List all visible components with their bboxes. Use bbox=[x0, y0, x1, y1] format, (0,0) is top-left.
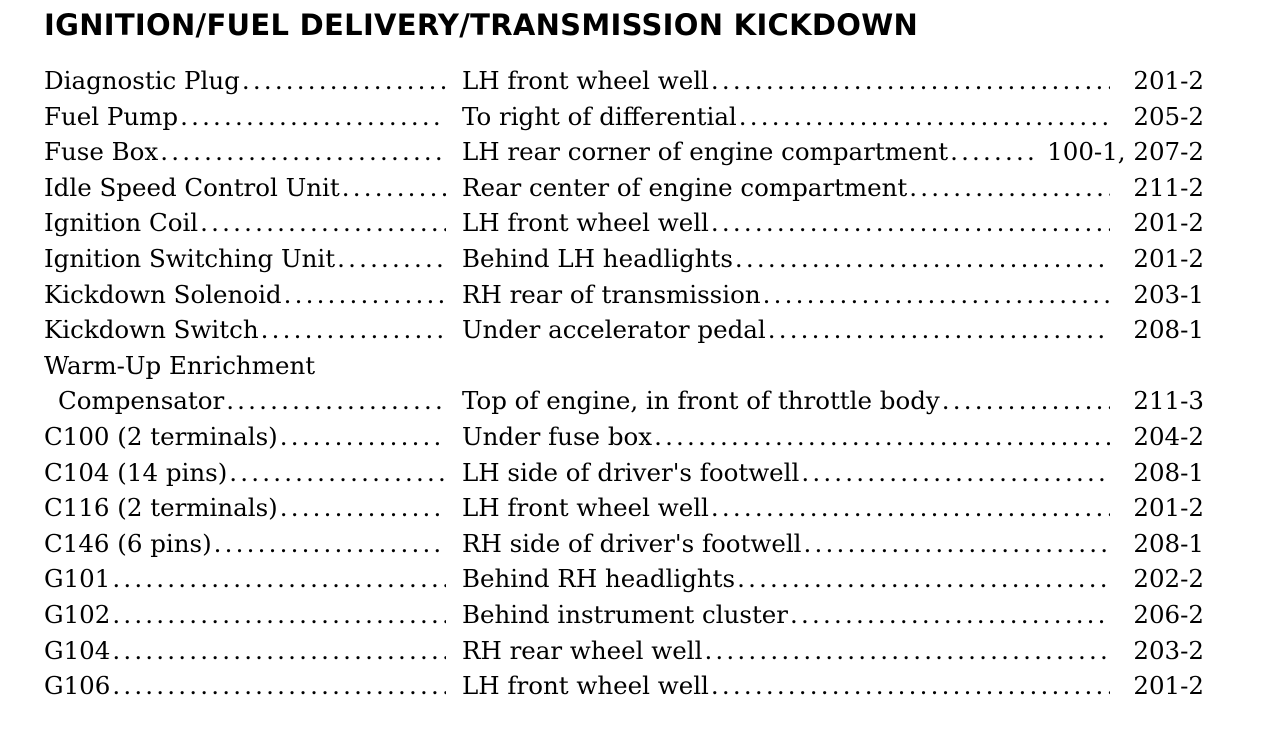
list-item bbox=[0, 490, 1280, 525]
component-name: Fuse Box bbox=[44, 137, 159, 167]
page-reference: 203-2 bbox=[1133, 635, 1204, 665]
page-reference: 201-2 bbox=[1133, 244, 1204, 273]
component-name: Ignition Switching Unit bbox=[44, 244, 336, 273]
component-cell bbox=[44, 99, 446, 134]
dot-leader bbox=[158, 134, 446, 169]
list-item bbox=[0, 455, 1280, 490]
location-text: LH rear corner of engine compartment bbox=[462, 137, 949, 167]
component-cell bbox=[44, 205, 446, 240]
list-item bbox=[0, 277, 1280, 312]
component-name: C146 (6 pins) bbox=[44, 528, 212, 558]
location-text: Under accelerator pedal bbox=[462, 315, 766, 345]
component-name: Kickdown Solenoid bbox=[44, 279, 282, 309]
location-text: Top of engine, in front of throttle body bbox=[462, 386, 940, 416]
component-name: C104 (14 pins) bbox=[44, 457, 228, 487]
dot-leader bbox=[340, 170, 446, 205]
page-title: IGNITION/FUEL DELIVERY/TRANSMISSION KICKDOWN bbox=[44, 8, 919, 42]
location-text: RH rear of transmission bbox=[462, 279, 761, 309]
list-item bbox=[0, 633, 1280, 668]
location-text: Rear center of engine compartment bbox=[462, 172, 908, 202]
list-item bbox=[0, 205, 1280, 240]
list-item bbox=[0, 668, 1280, 703]
component-name: Fuel Pump bbox=[44, 101, 179, 131]
component-cell bbox=[44, 63, 446, 98]
dot-leader bbox=[278, 490, 446, 525]
list-item bbox=[0, 561, 1280, 596]
dot-leader bbox=[224, 383, 446, 418]
component-cell bbox=[44, 277, 446, 312]
component-cell bbox=[44, 134, 446, 169]
component-cell bbox=[44, 241, 446, 276]
component-cell bbox=[44, 633, 446, 668]
list-item bbox=[0, 383, 1280, 418]
dot-leader bbox=[110, 668, 446, 703]
location-text: Under fuse box bbox=[462, 422, 653, 451]
list-item bbox=[0, 526, 1280, 561]
location-text: LH side of driver's footwell bbox=[462, 457, 800, 487]
component-cell bbox=[44, 455, 446, 490]
page-reference: 208-1 bbox=[1133, 315, 1204, 345]
page-reference: 201-2 bbox=[1133, 208, 1204, 238]
component-cell bbox=[44, 526, 446, 561]
component-name: Kickdown Switch bbox=[44, 315, 259, 345]
component-name: G106 bbox=[44, 671, 111, 701]
location-text: RH rear wheel well bbox=[462, 635, 703, 665]
location-text: LH front wheel well bbox=[462, 493, 709, 523]
page-reference: 100-1, 207-2 bbox=[1047, 137, 1204, 167]
component-name: Warm-Up Enrichment bbox=[44, 350, 316, 380]
component-cell bbox=[44, 312, 446, 347]
component-name: G101 bbox=[44, 564, 111, 594]
page-reference: 208-1 bbox=[1133, 457, 1204, 487]
dot-leader bbox=[278, 419, 446, 454]
dot-leader bbox=[178, 99, 446, 134]
component-name: Diagnostic Plug bbox=[44, 66, 240, 95]
page-reference: 203-1 bbox=[1133, 279, 1204, 309]
list-item bbox=[0, 348, 1280, 383]
location-text: Behind RH headlights bbox=[462, 564, 736, 594]
list-item bbox=[0, 170, 1280, 205]
dot-leader bbox=[240, 63, 446, 98]
page-reference: 204-2 bbox=[1133, 422, 1204, 451]
page-reference: 211-3 bbox=[1133, 386, 1204, 416]
dot-leader bbox=[212, 526, 446, 561]
dot-leader bbox=[198, 205, 446, 240]
location-text: RH side of driver's footwell bbox=[462, 528, 802, 558]
list-item bbox=[0, 134, 1280, 169]
page-reference: 211-2 bbox=[1133, 172, 1204, 202]
location-text: Behind instrument cluster bbox=[462, 600, 789, 629]
location-text: LH front wheel well bbox=[462, 66, 709, 95]
component-cell bbox=[58, 383, 446, 418]
component-cell bbox=[44, 348, 446, 383]
list-item bbox=[0, 597, 1280, 632]
component-cell bbox=[44, 561, 446, 596]
component-name: Idle Speed Control Unit bbox=[44, 172, 340, 202]
list-item bbox=[0, 99, 1280, 134]
component-name: C100 (2 terminals) bbox=[44, 422, 278, 451]
component-name: Ignition Coil bbox=[44, 208, 199, 238]
dot-leader bbox=[110, 633, 446, 668]
component-name: Compensator bbox=[58, 386, 225, 416]
page-reference: 205-2 bbox=[1133, 101, 1204, 131]
page-reference: 202-2 bbox=[1133, 564, 1204, 594]
component-cell bbox=[44, 490, 446, 525]
location-text: LH front wheel well bbox=[462, 671, 709, 701]
page-reference: 201-2 bbox=[1133, 66, 1204, 95]
component-cell bbox=[44, 419, 446, 454]
dot-leader bbox=[227, 455, 446, 490]
page-reference: 206-2 bbox=[1133, 600, 1204, 629]
dot-leader bbox=[282, 277, 446, 312]
location-text: Behind LH headlights bbox=[462, 244, 733, 273]
page-reference: 201-2 bbox=[1133, 493, 1204, 523]
dot-leader bbox=[110, 561, 446, 596]
component-cell bbox=[44, 170, 446, 205]
location-text: LH front wheel well bbox=[462, 208, 709, 238]
list-item bbox=[0, 312, 1280, 347]
list-item bbox=[0, 241, 1280, 276]
list-item bbox=[0, 419, 1280, 454]
page-reference: 201-2 bbox=[1133, 671, 1204, 701]
dot-leader bbox=[110, 597, 446, 632]
component-cell bbox=[44, 668, 446, 703]
dot-leader bbox=[335, 241, 446, 276]
location-text: To right of differential bbox=[462, 101, 737, 131]
page-reference: 208-1 bbox=[1133, 528, 1204, 558]
component-name: G104 bbox=[44, 635, 111, 665]
list-item bbox=[0, 63, 1280, 98]
dot-leader bbox=[259, 312, 446, 347]
location-cell bbox=[462, 134, 1040, 169]
component-cell bbox=[44, 597, 446, 632]
component-name: G102 bbox=[44, 600, 111, 629]
component-name: C116 (2 terminals) bbox=[44, 493, 278, 523]
